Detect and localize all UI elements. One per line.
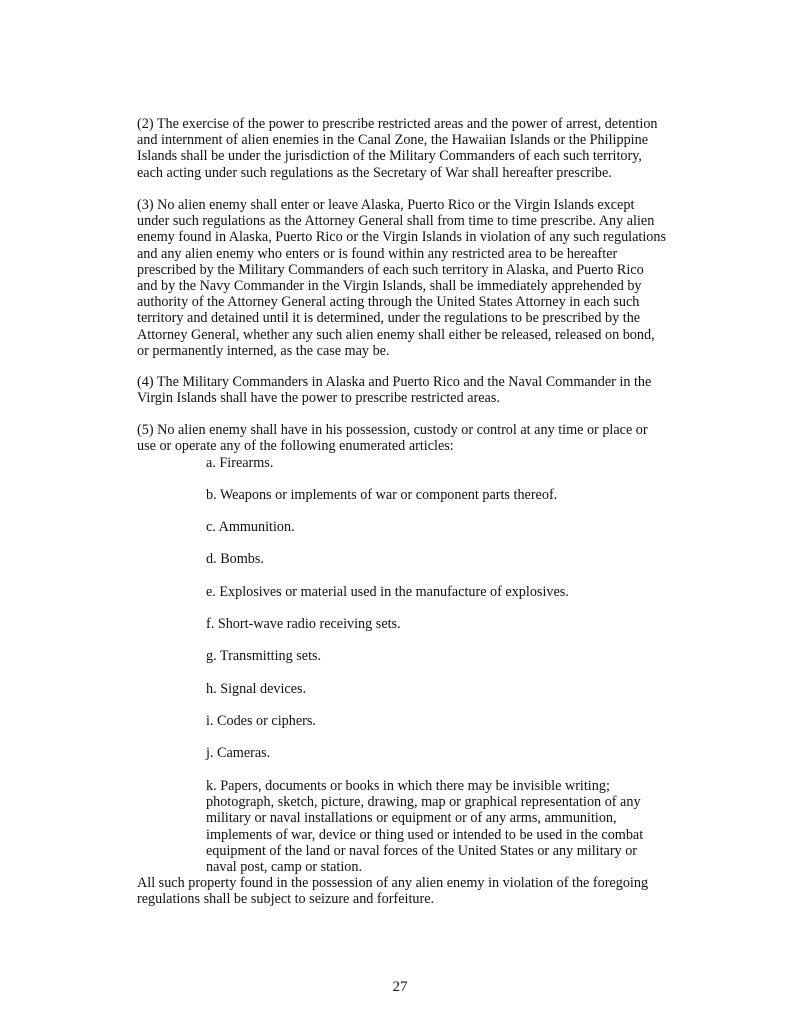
article-item-b: b. Weapons or implements of war or component parts thereof. (206, 487, 558, 503)
paragraph-5: (5) No alien enemy shall have in his possession, custody or control at any time or place or use or operate any of the following enumerated articles: (137, 422, 648, 455)
article-item-j: j. Cameras. (206, 745, 271, 761)
article-item-d: d. Bombs. (206, 551, 264, 567)
article-item-a: a. Firearms. (206, 455, 274, 471)
closing-paragraph: All such property found in the possession of any alien enemy in violation of the foregoing regulations shall be subject to seizure and forfeiture. (137, 875, 649, 908)
paragraph-4: (4) The Military Commanders in Alaska and Puerto Rico and the Naval Commander in the Virgin Islands shall have the power to prescribe restricted areas. (137, 374, 652, 407)
article-item-h: h. Signal devices. (206, 681, 307, 697)
page-number: 27 (392, 979, 408, 995)
paragraph-2: (2) The exercise of the power to prescribe restricted areas and the power of arrest, detention and internment of alien enemies in the Canal Zone, the Hawaiian Islands or the Philippine Islands shall be under the jurisdiction of the Military Commanders of each such territory, each acting under such regulations as the Secretary of War shall hereafter prescribe. (137, 116, 658, 181)
article-item-g: g. Transmitting sets. (206, 648, 322, 664)
article-item-e: e. Explosives or material used in the manufacture of explosives. (206, 584, 569, 600)
article-item-k: k. Papers, documents or books in which there may be invisible writing; photograph, sketch, picture, drawing, map or graphical representation of any military or naval installations or equipment or of any arms, ammunition, implements of war, device or thing used or intended to be used in the combat equipment of the land or naval forces of the United States or any military or naval post, camp or station. (206, 778, 644, 876)
article-item-c: c. Ammunition. (206, 519, 295, 535)
article-item-i: i. Codes or ciphers. (206, 713, 316, 729)
paragraph-3: (3) No alien enemy shall enter or leave Alaska, Puerto Rico or the Virgin Islands except under such regulations as the Attorney General shall from time to time prescribe. Any alien enemy found in Alaska, Puerto Rico or the Virgin Islands in violation of any such regulations and any alien enemy who enters or is found within any restricted area to be hereafter prescribed by the Military Commanders of each such territory in Alaska, and Puerto Rico and by the Navy Commander in the Virgin Islands, shall be immediately apprehended by authority of the Attorney General acting through the United States Attorney in each such territory and detained until it is determined, under the regulations to be prescribed by the Attorney General, whether any such alien enemy shall either be released, released on bond, or permanently interned, as the case may be. (137, 197, 666, 359)
article-item-f: f. Short-wave radio receiving sets. (206, 616, 401, 632)
